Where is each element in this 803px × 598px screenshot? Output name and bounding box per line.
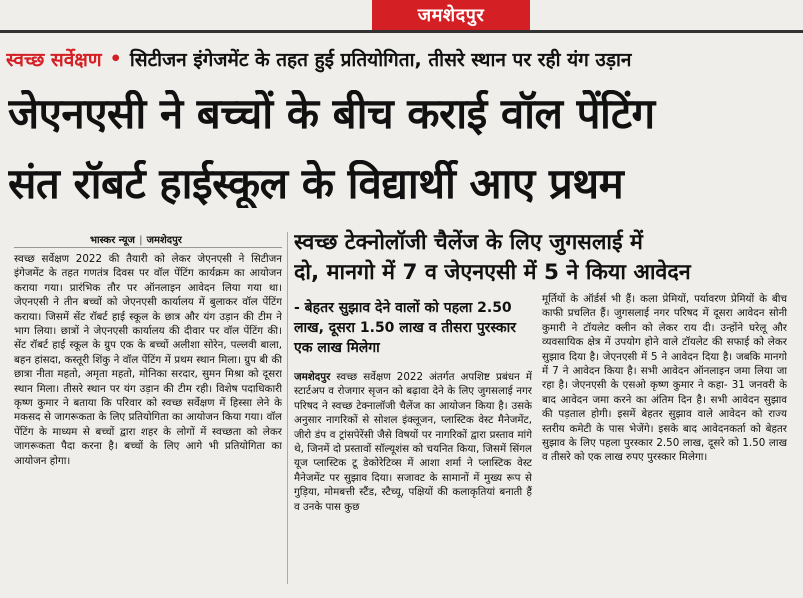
byline xyxy=(90,232,182,246)
story2-column-a-text: स्वच्छ सर्वेक्षण 2022 अंतर्गत अपशिष्ट प्रबंधन में स्टार्टअप व रोजगार सृजन को बढ़ावा देने के लिए जुगसलाई नगर परिषद ने स्वच्छ टेक्नालॉजी चैलेंज का आयोजन किया है। उसके अनुसार नागरिकों से सोशल इंक्लूजन, प्लास्टिक वेस्ट मैनेजमेंट, जीरो डंप व ट्रांसपेरेंसी जैसे विषयों पर नागरिकों द्वारा प्रस्ताव मांगे थे, जिनमें दो प्रस्तावों सॉल्यूशंस को चयनित किया, जिसमें सिंगल यूज प्लास्टिक टू डेकोरेटिव्स में आशा शर्मा ने प्लास्टिक वेस्ट मैनेजमेंट पर सुझाव दिया। सजावट के सामानों में मुख्य रूप से गुड़िया, मोमबत्ती स्टैंड, स्टैच्यू, पक्षियों की कलाकृतियां बनाती हैं व उनके पास कुछ xyxy=(294,371,532,513)
story1-body: स्वच्छ सर्वेक्षण 2022 की तैयारी को लेकर जेएनएसी ने सिटीजन इंगेजमेंट के तहत गणतंत्र दिवस पर वॉल पेंटिंग कार्यक्रम का आयोजन कराया गया। प्रारंभिक तौर पर ऑनलाइन आवेदन लिया गया था। जेएनएसी ने तीन बच्चों को जेएनएसी कार्यालय में बुलाकर वॉल पेंटिंग कराया। जिसमें सेंट रॉबर्ट हाई स्कूल के छात्र और यंग उड़ान की टीम ने भाग लिया। छात्रों ने जेएनएसी कार्यालय की दीवार पर वॉल पेंटिंग की। सेंट रॉबर्ट हाई स्कूल के ग्रुप एक के बच्चों अलीशा सोरेन, पल्लवी बाला, बहन हांसदा, कस्तूरी शिंकु ने वॉल पेंटिंग में प्रथम स्थान मिला। ग्रुप बी की छात्रा नीता महतो, अमृता महतो, मोनिका सरदार, सुमन मिश्रा को दूसरा स्थान मिला। तीसरे स्थान पर यंग उड़ान की टीम रही। विशेष पदाधिकारी कृष्ण कुमार ने बताया कि परिवार को स्वच्छ सर्वेक्षण में हिस्सा लेने के मकसद से जागरूकता के लिए प्रतियोगिता का आयोजन किया गया। वॉल पेंटिंग के माध्यम से बच्चों द्वारा शहर के लोगों में स्वच्छता को लेकर जागरूकता पैदा करना है। बच्चों के लिए आगे भी प्रतियोगिता का आयोजन होगा। xyxy=(14,253,282,467)
story2-dateline: जमशेदपुर xyxy=(294,371,331,383)
byline-separator: | xyxy=(138,235,143,246)
column-divider xyxy=(287,232,288,584)
main-headline-line1: जेएनएसी ने बच्चों के बीच कराई वॉल पेंटिंग xyxy=(8,90,655,138)
byline-source: भास्कर न्यूज xyxy=(90,235,135,246)
story2-headline-line1: स्वच्छ टेक्नोलॉजी चैलेंज के लिए जुगसलाई में xyxy=(294,230,643,255)
kicker-text: सिटीजन इंगेजमेंट के तहत हुई प्रतियोगिता, तीसरे स्थान पर रही यंग उड़ान xyxy=(129,49,632,71)
kicker-separator: • xyxy=(109,48,122,70)
story2-column-b: मूर्तियों के ऑर्डर्स भी हैं। कला प्रेमियों, पर्यावरण प्रेमियों के बीच काफी प्रचलित हैं। जुगसलाई नगर परिषद में दूसरा आवेदन सोनी कुमारी ने टॉयलेट क्लीन को लेकर राय दी। उन्होंने घरेलू और व्यवसायिक क्षेत्र में उपयोग होने वाले टॉयलेट की सफाई को लेकर सुझाव दिया है। जेएनएसी में 5 ने आवेदन दिया है। जबकि मानगो में 7 ने आवेदन किया है। सभी आवेदन ऑनलाइन जमा लिया जा रहा है। जेएनएसी के एसओ कृष्ण कुमार ने कहा- 31 जनवरी के बाद आवेदन जमा करने का अंतिम दिन है। सभी आवेदन सुझाव की पड़ताल होगी। इसमें बेहतर सुझाव वाले आवेदन को राज्य स्तरीय कमेटी के पास भेजेंगे। इसके बाद आवेदनकर्ता को बेहतर सुझाव के लिए पहला पुरस्कार 2.50 लाख, दूसरे को 1.50 लाख व तीसरे को एक लाख रुपए पुरस्कार मिलेगा। xyxy=(542,293,787,464)
byline-rule xyxy=(14,247,282,248)
story2-headline xyxy=(294,228,794,288)
section-tag: जमशेदपुर xyxy=(372,0,530,30)
kicker xyxy=(6,42,796,76)
kicker-label: स्वच्छ सर्वेक्षण xyxy=(6,49,102,71)
main-headline-line2: संत रॉबर्ट हाईस्कूल के विद्यार्थी आए प्रथम xyxy=(8,160,624,208)
top-rule xyxy=(0,30,803,33)
story2-deck: - बेहतर सुझाव देने वालों को पहला 2.50 लाख, दूसरा 1.50 लाख व तीसरा पुरस्कार एक लाख मिलेगा xyxy=(294,300,516,356)
story2-column-a xyxy=(294,370,532,585)
story2-headline-line2: दो, मानगो में 7 व जेएनएसी में 5 ने किया आवेदन xyxy=(294,260,691,285)
byline-place: जमशेदपुर xyxy=(146,235,182,246)
